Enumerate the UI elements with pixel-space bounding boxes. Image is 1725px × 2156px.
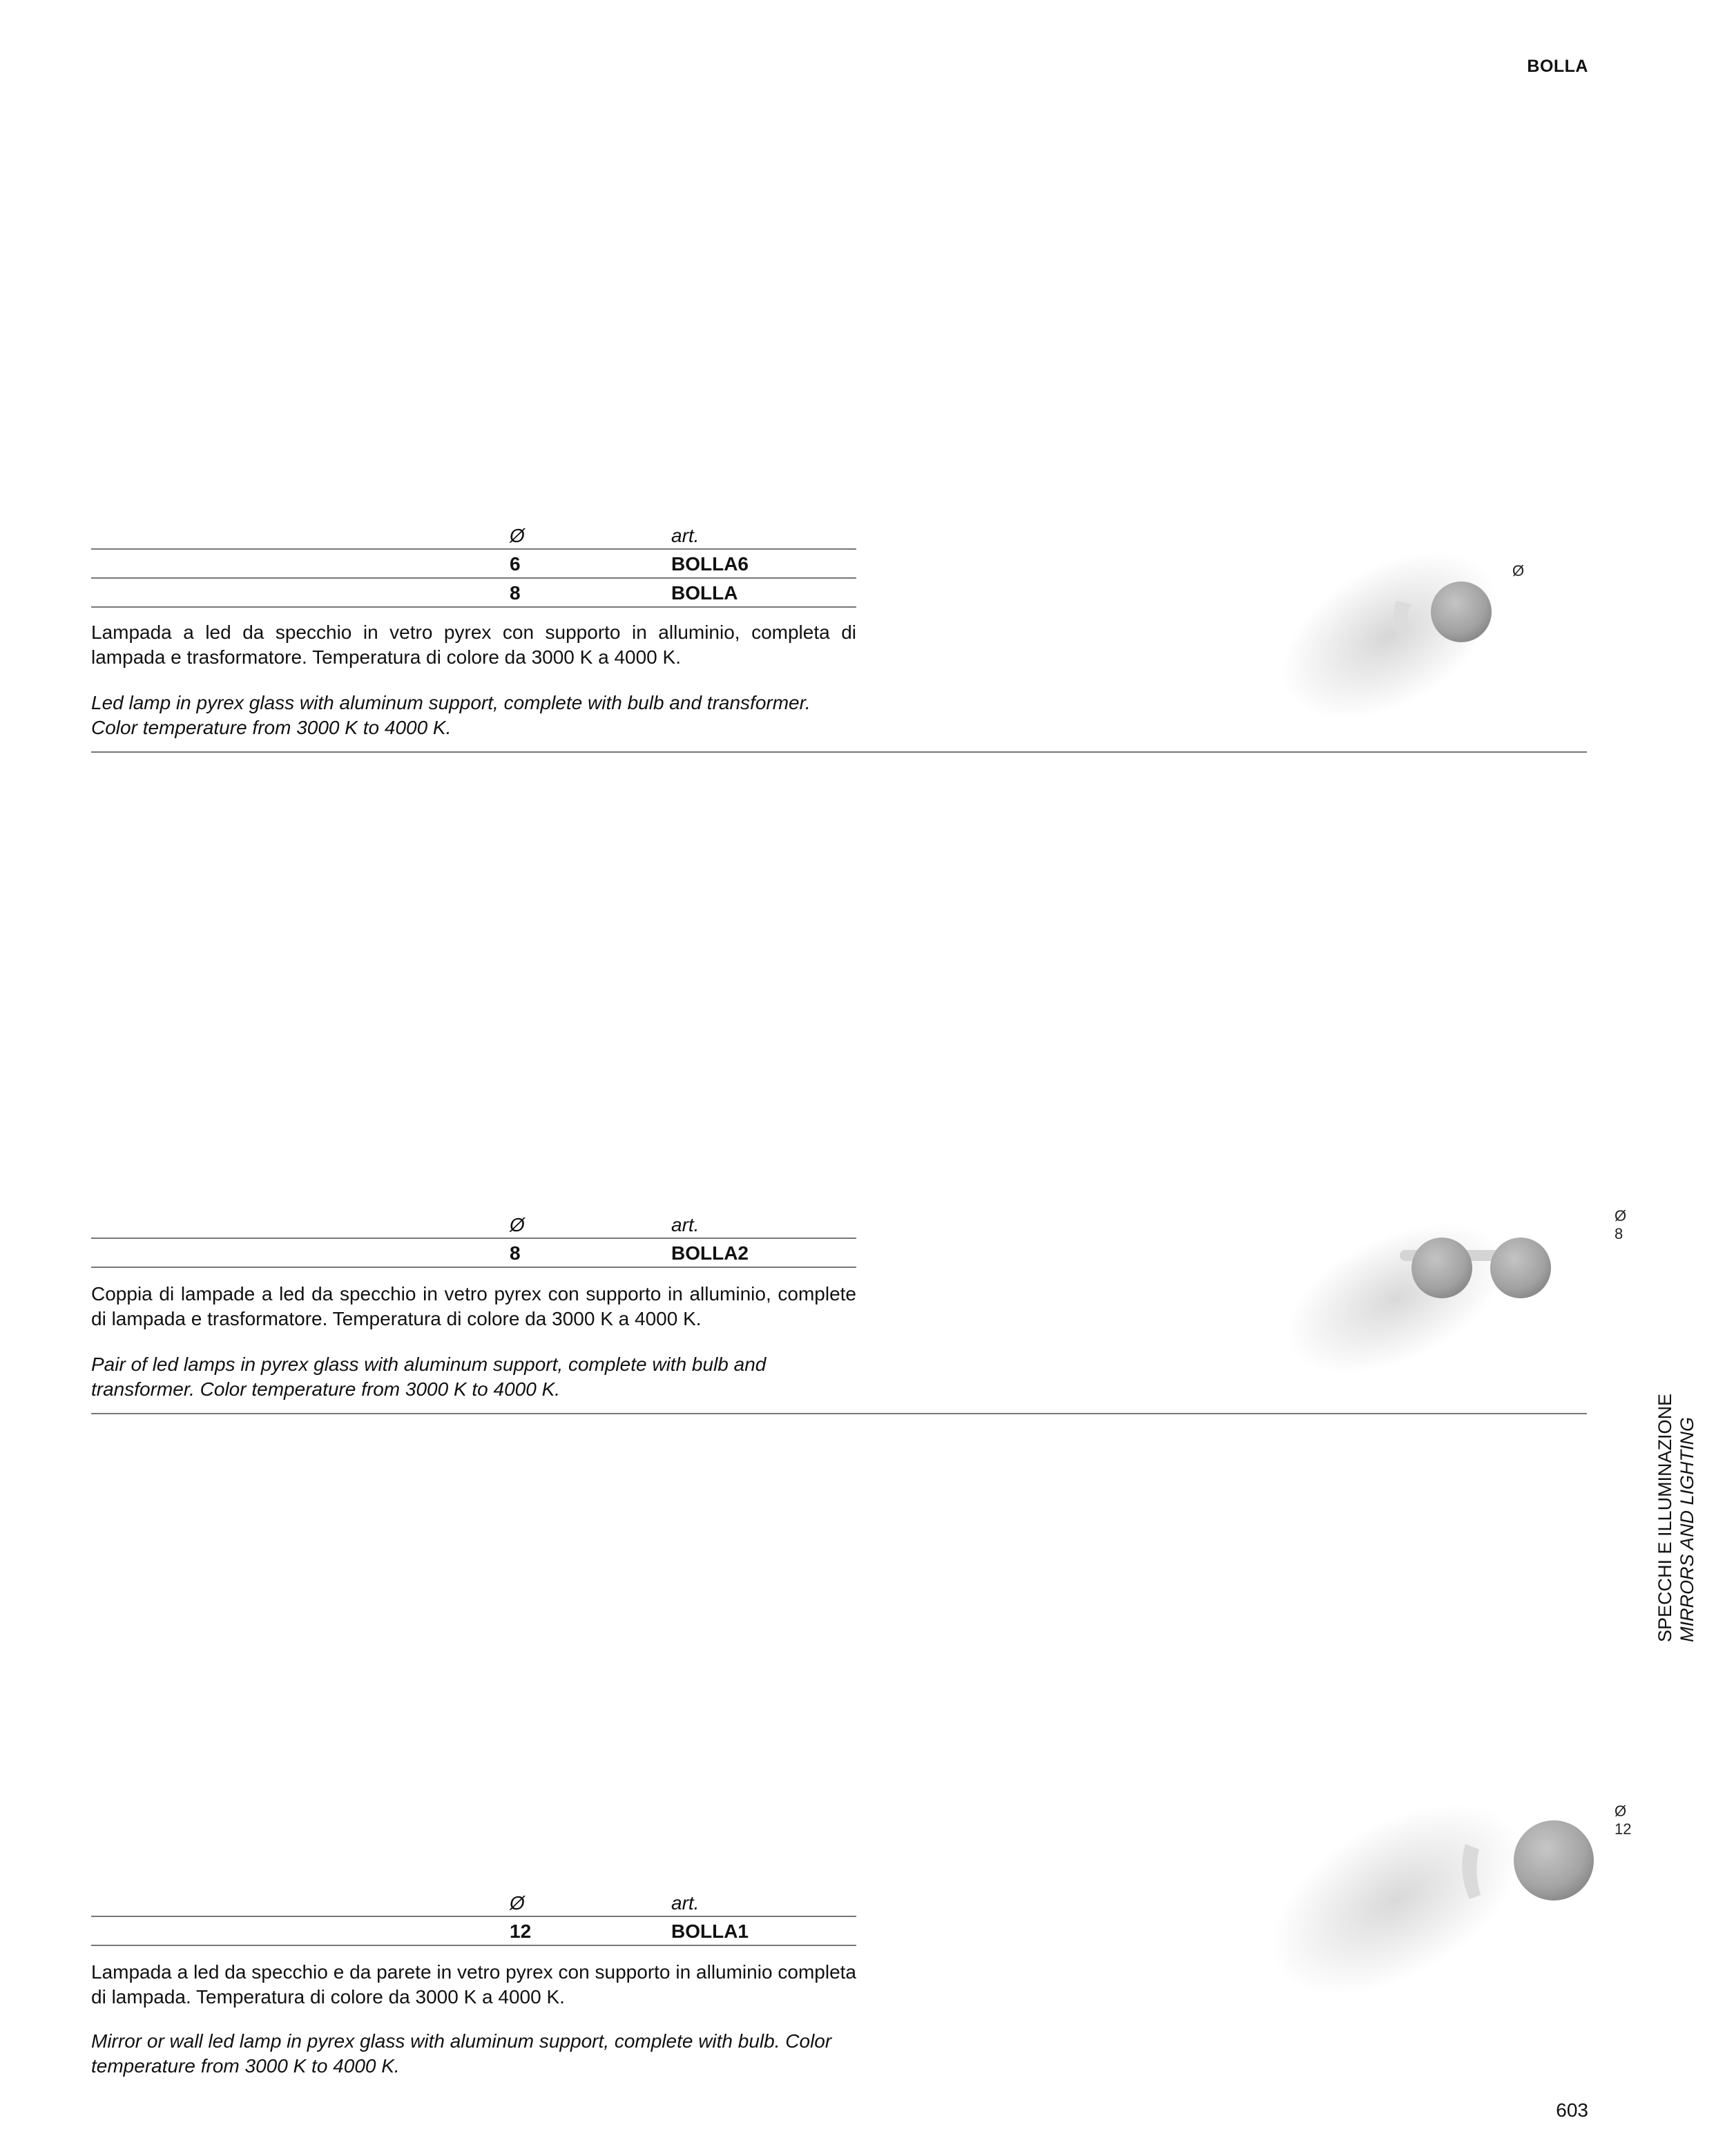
- table-row: [91, 1239, 856, 1268]
- diameter-header: Ø: [510, 1214, 525, 1235]
- description-italian: Lampada a led da specchio e da parete in vetro pyrex con supporto in alluminio completa di lampada. Temperatura di colore da 3000 K a 4000 K.: [91, 1961, 856, 2008]
- spec-table: [91, 1211, 856, 1268]
- category-english: MIRRORS AND LIGHTING: [1677, 1416, 1697, 1642]
- bolla-lamp-image: [1251, 546, 1610, 753]
- spec-table: [91, 522, 856, 608]
- art-code: BOLLA2: [671, 1242, 749, 1264]
- dimension-label: Ø 8: [1615, 1207, 1627, 1242]
- art-header: art.: [671, 525, 700, 546]
- art-code: BOLLA1: [671, 1921, 749, 1942]
- diameter-value: 12: [510, 1921, 532, 1942]
- section-divider: [91, 1413, 1587, 1414]
- diameter-value: 8: [510, 1242, 521, 1264]
- page-header-title: BOLLA: [1527, 57, 1588, 76]
- spec-table-header: [91, 1889, 856, 1917]
- table-row: [91, 1917, 856, 1946]
- art-header: art.: [671, 1892, 700, 1914]
- diameter-value: 6: [510, 553, 521, 575]
- dimension-label: Ø 12: [1615, 1802, 1632, 1838]
- art-code: BOLLA: [671, 582, 738, 604]
- description-english: Pair of led lamps in pyrex glass with aluminum support, complete with bulb and transformer. Color temperature from 3000 K to 4000 K.: [91, 1354, 767, 1400]
- spec-table-header: [91, 522, 856, 550]
- description-italian: Lampada a led da specchio in vetro pyrex con supporto in alluminio, completa di lampada e trasformatore. Temperatura di colore da 3000 K a 4000 K.: [91, 622, 856, 668]
- side-category-label: [1654, 1380, 1702, 1642]
- description-italian: Coppia di lampade a led da specchio in vetro pyrex con supporto in alluminio, complete di lampada e trasformatore. Temperatura di colore da 3000 K a 4000 K.: [91, 1283, 856, 1329]
- category-italian: SPECCHI E ILLUMINAZIONE: [1655, 1393, 1675, 1642]
- spec-table-header: [91, 1211, 856, 1239]
- spec-table: [91, 1889, 856, 1946]
- diameter-value: 8: [510, 582, 521, 604]
- description-english: Mirror or wall led lamp in pyrex glass with aluminum support, complete with bulb. Color temperature from 3000 K to 4000 K.: [91, 2030, 832, 2077]
- diameter-header: Ø: [510, 1892, 525, 1914]
- art-code: BOLLA6: [671, 553, 749, 575]
- table-row: [91, 550, 856, 579]
- bolla1-lamp-image: [1237, 1782, 1624, 2017]
- description-english: Led lamp in pyrex glass with aluminum support, complete with bulb and transformer. Color temperature from 3000 K to 4000 K.: [91, 692, 811, 738]
- page-number: 603: [1556, 2099, 1588, 2121]
- art-header: art.: [671, 1214, 700, 1235]
- table-row: [91, 579, 856, 608]
- diameter-header: Ø: [510, 525, 525, 546]
- dimension-label: Ø: [1512, 562, 1525, 579]
- bolla2-lamp-image: [1265, 1209, 1652, 1402]
